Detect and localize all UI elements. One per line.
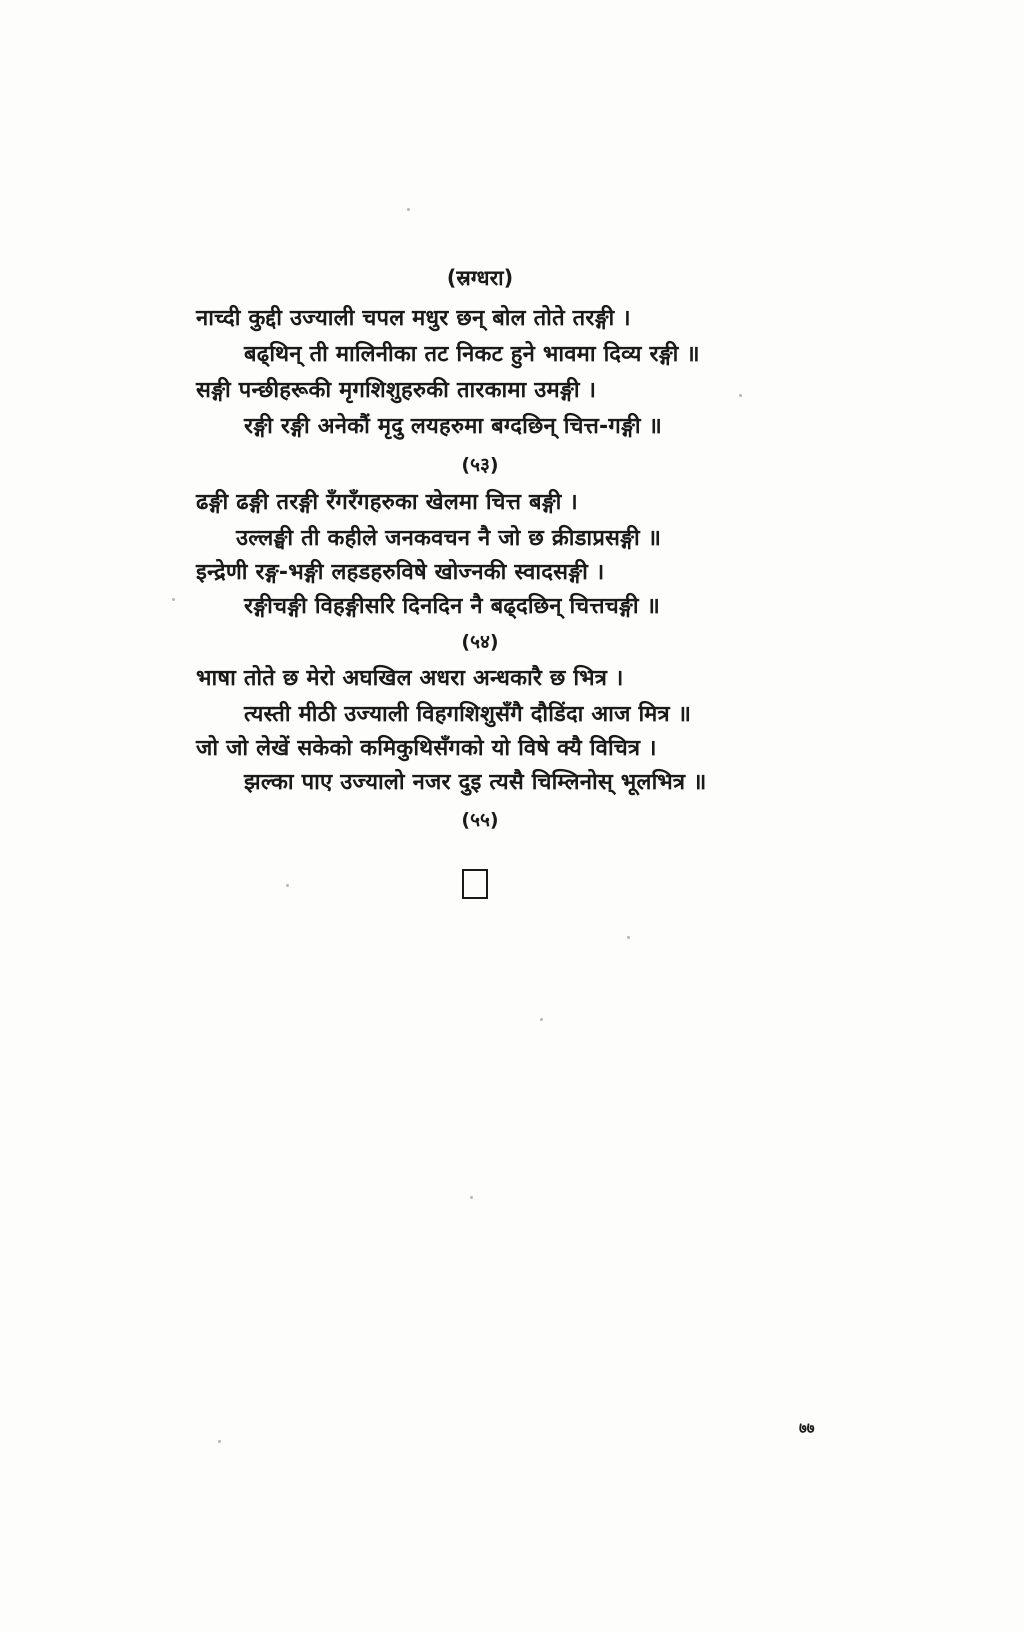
verse-line: बढ्थिन् ती मालिनीका तट निकट हुने भावमा दिव्य रङ्गी ॥ bbox=[244, 342, 700, 367]
scan-speck bbox=[627, 936, 630, 939]
verse-line: उल्लङ्घी ती कहीले जनकवचन नै जो छ क्रीडाप्रसङ्गी ॥ bbox=[236, 526, 662, 551]
verse-line: जो जो लेखें सकेको कमिकुथिसँगको यो विषे क्यै विचित्र । bbox=[196, 736, 657, 761]
stanza-number: (५४) bbox=[461, 631, 499, 653]
verse-line: इन्द्रेणी रङ्ग-भङ्गी लहडहरुविषे खोज्नकी स्वादसङ्गी । bbox=[196, 560, 605, 585]
verse-line: नाच्दी कुद्दी उज्याली चपल मधुर छन् बोल तोते तरङ्गी । bbox=[196, 306, 631, 331]
verse-line: भाषा तोते छ मेरो अघखिल अधरा अन्धकारै छ भित्र । bbox=[196, 666, 624, 691]
end-of-section-square-icon bbox=[462, 869, 488, 899]
meter-title: (स्रग्धरा) bbox=[446, 266, 514, 290]
verse-line: सङ्गी पन्छीहरूकी मृगशिशुहरुकी तारकामा उमङ्गी । bbox=[196, 378, 597, 403]
stanza-number: (५३) bbox=[461, 454, 499, 476]
verse-line: रङ्गीचङ्गी विहङ्गीसरि दिनदिन नै बढ्दछिन् चित्तचङ्गी ॥ bbox=[244, 594, 660, 619]
scan-speck bbox=[172, 598, 175, 601]
stanza-number: (५५) bbox=[461, 809, 499, 831]
scan-speck bbox=[286, 884, 289, 887]
verse-line: झल्का पाए उज्यालो नजर दुइ त्यसै चिम्लिनोस् भूलभित्र ॥ bbox=[244, 770, 707, 795]
scan-speck bbox=[540, 1018, 543, 1021]
verse-line: त्यस्ती मीठी उज्याली विहगशिशुसँगै दौडिंदा आज मित्र ॥ bbox=[244, 702, 692, 727]
verse-line: ढङ्गी ढङ्गी तरङ्गी रँगरँगहरुका खेलमा चित्त बङ्गी । bbox=[196, 490, 578, 515]
scan-speck bbox=[470, 1196, 473, 1199]
scan-speck bbox=[739, 394, 742, 397]
page-number: ७७ bbox=[799, 1419, 815, 1437]
scan-speck bbox=[407, 208, 410, 211]
scan-speck bbox=[218, 1440, 221, 1443]
verse-line: रङ्गी रङ्गी अनेकौं मृदु लयहरुमा बग्दछिन् चित्त-गङ्गी ॥ bbox=[244, 414, 663, 439]
